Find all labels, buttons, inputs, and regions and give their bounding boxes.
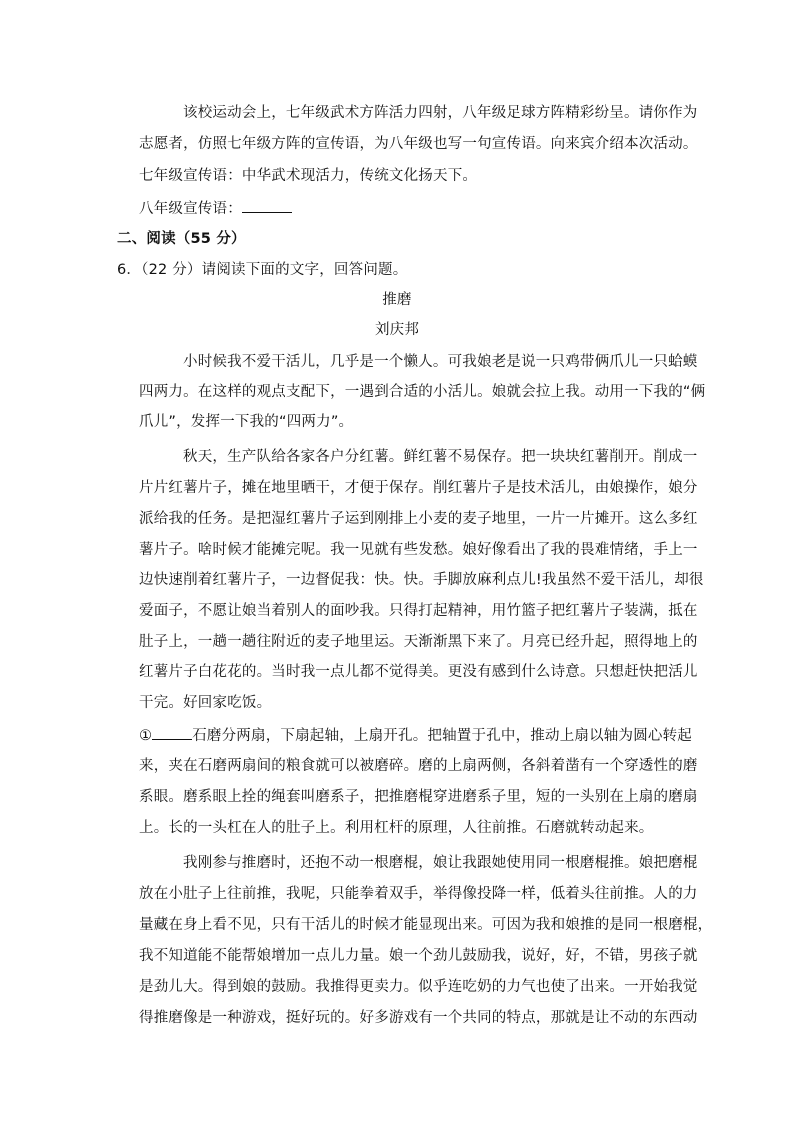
p4-line: 得推磨像是一种游戏，挺好玩的。好多游戏有一个共同的特点，那就是让不动的东西动 bbox=[139, 1010, 698, 1026]
p3-line: 石磨分两扇，下扇起轴，上扇开孔。把轴置于孔中，推动上扇以轴为圆心转起 bbox=[192, 728, 692, 744]
p2-line: 片片红薯片子，摊在地里晒干，才便于保存。削红薯片子是技术活儿，由娘操作，娘分 bbox=[139, 480, 698, 496]
intro-line-2: 志愿者，仿照七年级方阵的宣传语，为八年级也写一句宣传语。向来宾介绍本次活动。 bbox=[139, 136, 698, 152]
p3-line: 来，夹在石磨两扇间的粮食就可以被磨碎。磨的上扇两侧，各斜着凿有一个穿透性的磨 bbox=[139, 758, 698, 774]
intro-line-3: 七年级宣传语：中华武术现活力，传统文化扬天下。 bbox=[139, 168, 478, 184]
intro-line-1: 该校运动会上，七年级武术方阵活力四射，八年级足球方阵精彩纷呈。请你作为 bbox=[183, 105, 698, 121]
p1-line: 四两力。在这样的观点支配下，一遇到合适的小活儿。娘就会拉上我。动用一下我的“俩 bbox=[139, 384, 706, 400]
article-title: 推磨 bbox=[382, 292, 412, 308]
article-author: 刘庆邦 bbox=[374, 322, 420, 338]
section-heading: 二、阅读（55 分） bbox=[117, 231, 246, 247]
p3-first-line bbox=[139, 725, 692, 746]
p4-line: 量藏在身上看不见，只有干活儿的时候才能显现出来。可因为我和娘推的是同一根磨棍， bbox=[139, 917, 713, 933]
p2-line: 边快速削着红薯片子，一边督促我：快。快。手脚放麻利点儿!我虽然不爱干活儿，却很 bbox=[139, 572, 704, 588]
answer-blank-grade8[interactable] bbox=[242, 198, 292, 213]
circled-marker-1: ① bbox=[139, 728, 153, 744]
p2-line: 红薯片子白花花的。当时我一点儿都不觉得美。更没有感到什么诗意。只想赶快把活儿 bbox=[139, 664, 698, 680]
question-text: 6．（22 分）请阅读下面的文字，回答问题。 bbox=[117, 262, 408, 278]
p2-line: 肚子上，一趟一趟往附近的麦子地里运。天渐渐黑下来了。月亮已经升起，照得地上的 bbox=[139, 634, 698, 650]
p1-line: 小时候我不爱干活儿，几乎是一个懒人。可我娘老是说一只鸡带俩爪儿一只蛤蟆 bbox=[183, 354, 698, 370]
p4-line: 我不知道能不能帮娘增加一点儿力量。娘一个劲儿鼓励我，说好，好，不错，男孩子就 bbox=[139, 948, 698, 964]
intro-line-4-label: 八年级宣传语： bbox=[139, 201, 242, 217]
intro-line-4 bbox=[139, 198, 292, 219]
p1-line: 爪儿”，发挥一下我的“四两力”。 bbox=[139, 414, 354, 430]
p2-line: 干完。好回家吃饭。 bbox=[139, 695, 272, 711]
p2-line: 爱面子，不愿让娘当着别人的面吵我。只得打起精神，用竹篮子把红薯片子装满，抵在 bbox=[139, 603, 698, 619]
p2-line: 薯片子。啥时候才能摊完呢。我一见就有些发愁。娘好像看出了我的畏难情绪，手上一 bbox=[139, 542, 698, 558]
p2-line: 秋天，生产队给各家各户分红薯。鲜红薯不易保存。把一块块红薯削开。削成一 bbox=[183, 449, 698, 465]
p3-line: 上。长的一头杠在人的肚子上。利用杠杆的原理，人往前推。石磨就转动起来。 bbox=[139, 820, 654, 836]
p2-line: 派给我的任务。是把湿红薯片子运到刚排上小麦的麦子地里，一片一片摊开。这么多红 bbox=[139, 511, 698, 527]
p4-line: 我刚参与推磨时，还抱不动一根磨棍，娘让我跟她使用同一根磨棍推。娘把磨棍 bbox=[183, 855, 698, 871]
p4-line: 放在小肚子上往前推，我呢，只能拳着双手，举得像投降一样，低着头往前推。人的力 bbox=[139, 886, 698, 902]
answer-blank-1[interactable] bbox=[152, 725, 192, 740]
p3-line: 系眼。磨系眼上拴的绳套叫磨系子，把推磨棍穿进磨系子里，短的一头别在上扇的磨扇 bbox=[139, 789, 698, 805]
p4-line: 是劲儿大。得到娘的鼓励。我推得更卖力。似乎连吃奶的力气也使了出来。一开始我觉 bbox=[139, 979, 698, 995]
